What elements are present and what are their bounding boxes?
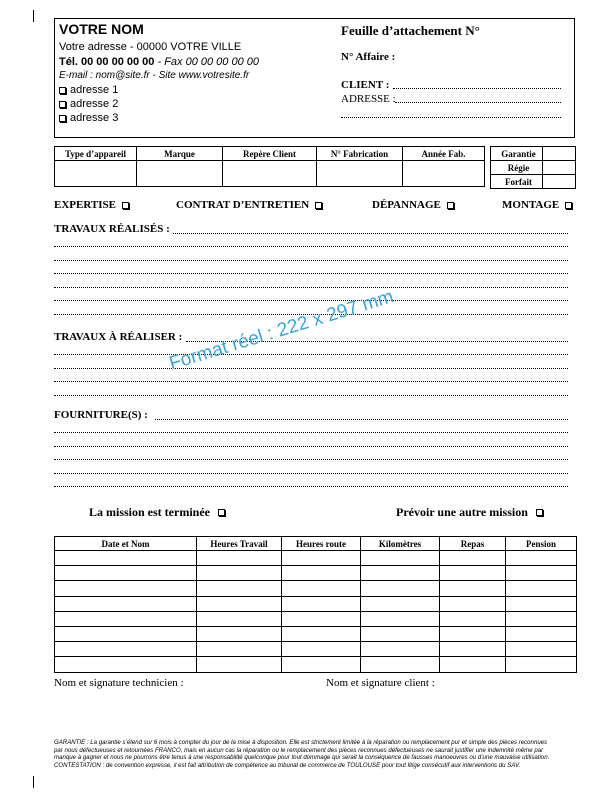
table-cell[interactable]	[282, 596, 361, 611]
table-cell[interactable]	[282, 611, 361, 626]
footer-line: GARANTIE : La garantie s’étend sur 6 mois à compter du jour de la mise à disposition. Elle est strictement limitée à la réparation ou remplacement pur et simple des pièces reconnues	[54, 739, 548, 746]
table-cell[interactable]	[282, 642, 361, 657]
company-name: VOTRE NOM	[59, 21, 144, 37]
fournitures-field[interactable]	[155, 419, 568, 420]
travaux-realises-line[interactable]	[54, 287, 568, 288]
adresse-field[interactable]	[395, 102, 561, 103]
format-watermark: Format réel : 222 x 297 mm	[166, 286, 397, 375]
cell-repere-client[interactable]	[223, 161, 317, 187]
service-depannage[interactable]	[372, 199, 454, 211]
col-heures-travail: Heures Travail	[197, 537, 282, 551]
intervention-log-table	[54, 536, 577, 673]
adresse-field-2[interactable]	[341, 117, 561, 118]
table-cell[interactable]	[197, 626, 282, 641]
company-phone-fax	[59, 56, 259, 68]
table-cell[interactable]	[55, 581, 197, 596]
service-contrat[interactable]	[176, 199, 322, 211]
technician-signature-label: Nom et signature technicien :	[54, 677, 184, 689]
col-fabrication: N° Fabrication	[317, 147, 403, 161]
checkbox-icon[interactable]	[59, 87, 66, 94]
warranty-label: Garantie	[491, 147, 543, 161]
col-pension: Pension	[506, 537, 577, 551]
checkbox-icon[interactable]	[218, 509, 225, 516]
warranty-table	[490, 146, 576, 189]
crop-mark-bottom	[33, 776, 34, 788]
address-option-label: adresse 3	[70, 112, 119, 124]
table-cell[interactable]	[506, 642, 577, 657]
table-cell[interactable]	[440, 596, 506, 611]
address-option-label: adresse 2	[70, 98, 119, 110]
table-cell[interactable]	[506, 596, 577, 611]
fournitures-line[interactable]	[54, 459, 568, 460]
col-repere-client: Repère Client	[223, 147, 317, 161]
travaux-realises-field[interactable]	[173, 233, 568, 234]
travaux-a-realiser-line[interactable]	[54, 368, 568, 369]
col-marque: Marque	[137, 147, 223, 161]
service-montage[interactable]	[502, 199, 572, 211]
travaux-a-realiser-line[interactable]	[54, 354, 568, 355]
table-cell[interactable]	[282, 551, 361, 566]
company-fax: - Fax 00 00 00 00 00	[157, 56, 259, 68]
table-cell[interactable]	[55, 642, 197, 657]
service-expertise[interactable]	[54, 199, 129, 211]
section-travaux-a-realiser: TRAVAUX À RÉALISER :	[54, 331, 183, 343]
table-cell[interactable]	[440, 642, 506, 657]
table-cell[interactable]	[55, 551, 197, 566]
table-cell[interactable]	[197, 581, 282, 596]
client-signature-label: Nom et signature client :	[326, 677, 435, 689]
fournitures-line[interactable]	[54, 486, 568, 487]
table-cell[interactable]	[440, 551, 506, 566]
cell-type-appareil[interactable]	[55, 161, 137, 187]
table-cell[interactable]	[282, 626, 361, 641]
checkbox-icon[interactable]	[122, 202, 129, 209]
table-cell[interactable]	[55, 566, 197, 581]
footer-line: manque à gagner et nous ne pourrons être tenus à une responsabilité quelconque pour tout dommage qui serait la conséquence de fausses manoeuvres ou d’une mauvaise utilisation.	[54, 754, 550, 761]
cell-annee-fab[interactable]	[403, 161, 485, 187]
table-row	[55, 566, 577, 581]
col-type-appareil: Type d’appareil	[55, 147, 137, 161]
table-cell[interactable]	[282, 581, 361, 596]
table-cell[interactable]	[361, 566, 440, 581]
checkbox-icon[interactable]	[536, 509, 543, 516]
mission-another-option[interactable]	[396, 505, 543, 520]
table-cell[interactable]	[361, 596, 440, 611]
cell-fabrication[interactable]	[317, 161, 403, 187]
col-date-nom: Date et Nom	[55, 537, 197, 551]
travaux-realises-line[interactable]	[54, 260, 568, 261]
table-row	[55, 626, 577, 641]
table-cell[interactable]	[440, 626, 506, 641]
address-option-2[interactable]	[59, 98, 118, 110]
regie-label: Régie	[491, 161, 543, 175]
table-cell[interactable]	[440, 566, 506, 581]
checkbox-icon[interactable]	[59, 101, 66, 108]
table-cell[interactable]	[506, 566, 577, 581]
table-row	[55, 611, 577, 626]
table-row	[55, 596, 577, 611]
table-cell[interactable]	[282, 566, 361, 581]
col-repas: Repas	[440, 537, 506, 551]
table-cell[interactable]	[55, 611, 197, 626]
mission-finished-label: La mission est terminée	[89, 505, 210, 519]
col-kilometres: Kilomètres	[361, 537, 440, 551]
table-row	[55, 551, 577, 566]
affaire-label: N° Affaire :	[341, 51, 396, 63]
warranty-cell[interactable]	[543, 147, 576, 161]
section-travaux-realises: TRAVAUX RÉALISÉS :	[54, 223, 170, 235]
table-cell[interactable]	[197, 596, 282, 611]
table-cell[interactable]	[55, 657, 197, 672]
table-cell[interactable]	[361, 581, 440, 596]
mission-another-label: Prévoir une autre mission	[396, 505, 528, 519]
travaux-realises-line[interactable]	[54, 246, 568, 247]
travaux-realises-line[interactable]	[54, 300, 568, 301]
client-field[interactable]	[393, 88, 561, 89]
client-label: CLIENT :	[341, 79, 390, 91]
table-cell[interactable]	[361, 551, 440, 566]
table-cell[interactable]	[506, 581, 577, 596]
table-cell[interactable]	[440, 581, 506, 596]
table-cell[interactable]	[440, 657, 506, 672]
table-cell[interactable]	[361, 626, 440, 641]
table-cell[interactable]	[506, 657, 577, 672]
footer-line: CONTESTATION : de convention expresse, il est fait attribution de compétence au tribunal de commerce de TOULOUSE pour tout litige consécutif aux interventions du SAV.	[54, 761, 521, 769]
company-web: E-mail : nom@site.fr - Site www.votresite.fr	[59, 70, 250, 81]
checkbox-icon[interactable]	[315, 202, 322, 209]
table-row	[55, 642, 577, 657]
table-cell[interactable]	[440, 611, 506, 626]
table-row	[55, 657, 577, 672]
cell-marque[interactable]	[137, 161, 223, 187]
company-address: Votre adresse - 00000 VOTRE VILLE	[59, 41, 242, 53]
fournitures-line[interactable]	[54, 446, 568, 447]
travaux-a-realiser-line[interactable]	[54, 381, 568, 382]
company-phone: Tél. 00 00 00 00 00	[59, 56, 155, 68]
crop-mark-top	[33, 10, 34, 22]
equipment-table	[54, 146, 485, 187]
table-cell[interactable]	[55, 626, 197, 641]
address-option-3[interactable]	[59, 112, 118, 124]
regie-cell[interactable]	[543, 161, 576, 175]
warranty-footer	[54, 739, 578, 769]
forfait-label: Forfait	[491, 175, 543, 189]
checkbox-icon[interactable]	[565, 202, 572, 209]
table-cell[interactable]	[55, 596, 197, 611]
address-option-1[interactable]	[59, 84, 118, 96]
adresse-label: ADRESSE :	[341, 93, 396, 105]
table-cell[interactable]	[506, 626, 577, 641]
address-option-label: adresse 1	[70, 84, 119, 96]
service-label: EXPERTISE	[54, 199, 116, 211]
fournitures-line[interactable]	[54, 432, 568, 433]
travaux-realises-line[interactable]	[54, 273, 568, 274]
sheet-title: Feuille d’attachement N°	[341, 23, 480, 38]
checkbox-icon[interactable]	[59, 115, 66, 122]
table-cell[interactable]	[197, 551, 282, 566]
col-heures-route: Heures route	[282, 537, 361, 551]
table-cell[interactable]	[506, 551, 577, 566]
table-cell[interactable]	[197, 657, 282, 672]
fournitures-line[interactable]	[54, 473, 568, 474]
service-label: MONTAGE	[502, 199, 560, 211]
table-cell[interactable]	[361, 611, 440, 626]
table-cell[interactable]	[361, 642, 440, 657]
table-cell[interactable]	[197, 642, 282, 657]
header-box	[54, 18, 575, 138]
service-label: CONTRAT D’ENTRETIEN	[176, 199, 310, 211]
table-cell[interactable]	[197, 566, 282, 581]
forfait-cell[interactable]	[543, 175, 576, 189]
service-label: DÉPANNAGE	[372, 199, 441, 211]
table-row	[55, 581, 577, 596]
table-cell[interactable]	[506, 611, 577, 626]
table-cell[interactable]	[361, 657, 440, 672]
section-fournitures: FOURNITURE(S) :	[54, 409, 148, 421]
table-cell[interactable]	[282, 657, 361, 672]
travaux-a-realiser-line[interactable]	[54, 395, 568, 396]
col-annee-fab: Année Fab.	[403, 147, 485, 161]
checkbox-icon[interactable]	[447, 202, 454, 209]
footer-line: par nous défectueuses et retournées FRANCO, mais en aucun cas la réparation ou le remplacement des pièces reconnues défectueuses ne saurait justifier une indemnité même par	[54, 746, 544, 754]
table-cell[interactable]	[197, 611, 282, 626]
mission-finished-option[interactable]	[89, 505, 225, 520]
